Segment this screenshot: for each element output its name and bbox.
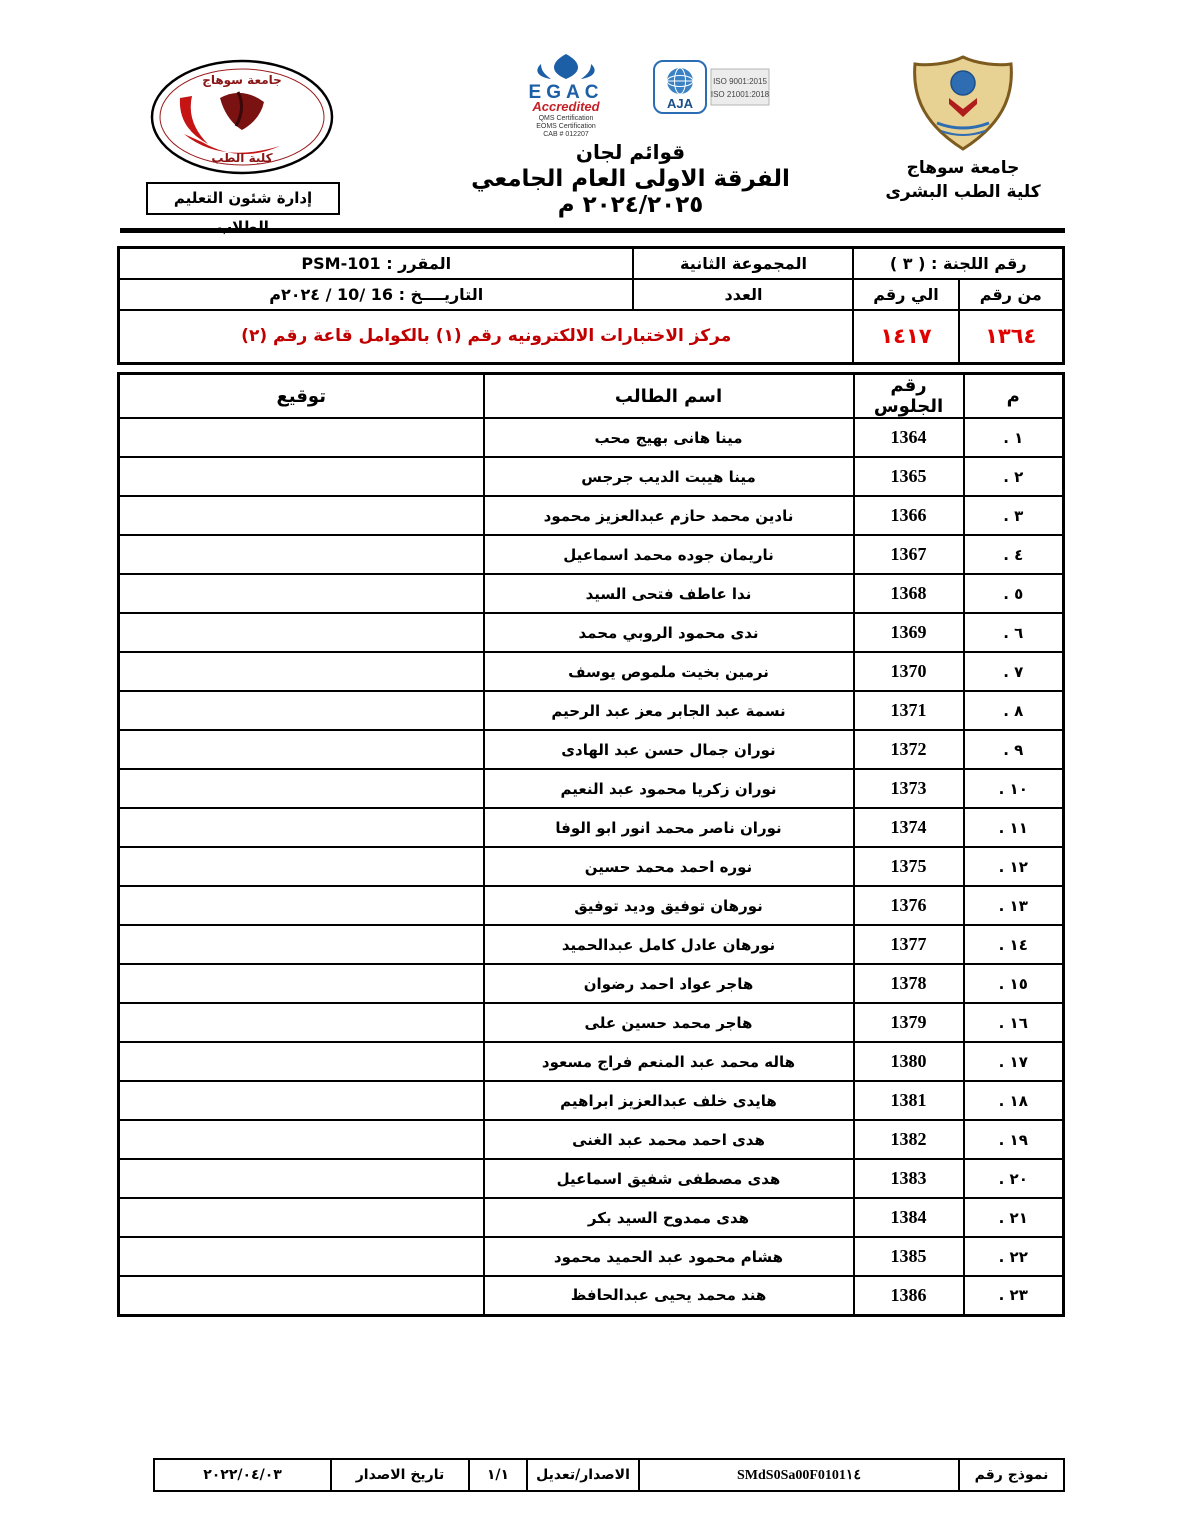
from-number-label: من رقم (959, 279, 1064, 310)
seat-number: 1375 (854, 847, 964, 886)
signature-cell (119, 730, 484, 769)
student-name: هند محمد يحيى عبدالحافظ (484, 1276, 854, 1315)
table-row (119, 535, 1064, 574)
table-row (119, 1159, 1064, 1198)
course-cell: المقرر : PSM-101 (118, 248, 633, 279)
signature-cell (119, 1198, 484, 1237)
form-number-label: نموذج رقم (959, 1459, 1064, 1491)
issue-edit-value: ١/١ (469, 1459, 527, 1491)
seat-number: 1383 (854, 1159, 964, 1198)
document-title: قوائم لجان (575, 140, 686, 164)
signature-cell (119, 808, 484, 847)
table-row (119, 769, 1064, 808)
committee-number-cell: رقم اللجنة : ( ٣ ) (853, 248, 1063, 279)
students-table-header-row (119, 374, 1064, 419)
seat-number: 1367 (854, 535, 964, 574)
seat-number: 1373 (854, 769, 964, 808)
student-name: مينا هانى بهيج محب (484, 418, 854, 457)
table-row (119, 1042, 1064, 1081)
signature-cell (119, 691, 484, 730)
document-subtitle: الفرقة الاولى العام الجامعي ٢٠٢٤/٢٠٢٥ م (471, 166, 790, 218)
header-right-block (878, 54, 1048, 204)
seat-number: 1366 (854, 496, 964, 535)
table-row (119, 730, 1064, 769)
egac-name-text: EGAC (528, 82, 603, 103)
group-cell: المجموعة الثانية (633, 248, 853, 279)
seat-number: 1384 (854, 1198, 964, 1237)
student-name: هاجر عواد احمد رضوان (484, 964, 854, 1003)
table-row (119, 847, 1064, 886)
aja-iso2-text: ISO 21001:2018 (710, 90, 769, 99)
signature-cell (119, 1003, 484, 1042)
seat-number: 1372 (854, 730, 964, 769)
admin-affairs-box: إدارة شئون التعليم الطلاب (146, 182, 340, 215)
header-center-block (428, 52, 833, 218)
signature-cell (119, 1159, 484, 1198)
footer-row (154, 1459, 1064, 1491)
row-index: ١٥ . (964, 964, 1064, 1003)
aja-name-text: AJA (666, 96, 693, 111)
aja-logo-icon (653, 60, 771, 114)
seat-number: 1374 (854, 808, 964, 847)
col-header-seat: رقم الجلوس (854, 374, 964, 419)
row-index: ١٠ . (964, 769, 1064, 808)
egac-line2-text: EOMS Certification (535, 123, 596, 130)
student-name: هدى ممدوح السيد بكر (484, 1198, 854, 1237)
row-index: ٤ . (964, 535, 1064, 574)
student-name: نوران جمال حسن عبد الهادى (484, 730, 854, 769)
issue-date-value: ٢٠٢٢/٠٤/٠٣ (154, 1459, 331, 1491)
aja-iso1-text: ISO 9001:2015 (712, 77, 767, 86)
student-name: هايدى خلف عبدالعزيز ابراهيم (484, 1081, 854, 1120)
row-index: ٦ . (964, 613, 1064, 652)
seat-number: 1365 (854, 457, 964, 496)
info-row-2 (118, 279, 1063, 310)
row-index: ٢٣ . (964, 1276, 1064, 1315)
form-code-value: SMdS0Sa00F0101١٤ (639, 1459, 959, 1491)
col-header-name: اسم الطالب (484, 374, 854, 419)
table-row (119, 1198, 1064, 1237)
egac-logo-icon (491, 52, 641, 136)
info-row-3 (118, 310, 1063, 364)
student-name: هدى احمد محمد عبد الغنى (484, 1120, 854, 1159)
row-index: ٢٢ . (964, 1237, 1064, 1276)
signature-cell (119, 496, 484, 535)
seat-number: 1364 (854, 418, 964, 457)
student-name: ندى محمود الروبي محمد (484, 613, 854, 652)
row-index: ١٣ . (964, 886, 1064, 925)
to-number-label: الي رقم (853, 279, 958, 310)
seat-number: 1381 (854, 1081, 964, 1120)
student-name: نرمين بخيت ملموص يوسف (484, 652, 854, 691)
seat-number: 1378 (854, 964, 964, 1003)
row-index: ١٢ . (964, 847, 1064, 886)
student-name: ناريمان جوده محمد اسماعيل (484, 535, 854, 574)
certification-logos-row (428, 52, 833, 138)
student-name: نسمة عبد الجابر معز عبد الرحيم (484, 691, 854, 730)
table-row (119, 496, 1064, 535)
table-row (119, 1276, 1064, 1315)
signature-cell (119, 652, 484, 691)
signature-cell (119, 964, 484, 1003)
signature-cell (119, 1237, 484, 1276)
table-row (119, 574, 1064, 613)
row-index: ١٦ . (964, 1003, 1064, 1042)
seat-number: 1368 (854, 574, 964, 613)
table-row (119, 886, 1064, 925)
signature-cell (119, 1120, 484, 1159)
table-row (119, 613, 1064, 652)
issue-date-label: تاريخ الاصدار (331, 1459, 469, 1491)
student-name: ندا عاطف فتحى السيد (484, 574, 854, 613)
header-divider-rule (120, 228, 1065, 233)
student-name: هاله محمد عبد المنعم فراج مسعود (484, 1042, 854, 1081)
table-row (119, 418, 1064, 457)
date-cell: التاريــــخ : 16 /10 / ٢٠٢٤م (118, 279, 633, 310)
signature-cell (119, 457, 484, 496)
committee-info-table (117, 246, 1065, 365)
from-number-value: ١٣٦٤ (959, 310, 1064, 364)
seat-number: 1377 (854, 925, 964, 964)
exam-location-cell: مركز الاختبارات الالكترونيه رقم (١) بالكوامل قاعة رقم (٢) (118, 310, 853, 364)
col-header-index: م (964, 374, 1064, 419)
signature-cell (119, 535, 484, 574)
seat-number: 1379 (854, 1003, 964, 1042)
signature-cell (119, 925, 484, 964)
row-index: ٣ . (964, 496, 1064, 535)
table-row (119, 808, 1064, 847)
table-row (119, 457, 1064, 496)
students-table (117, 372, 1065, 1317)
students-tbody (119, 418, 1064, 1315)
student-name: نادين محمد حازم عبدالعزيز محمود (484, 496, 854, 535)
student-name: مينا هيبت الديب جرجس (484, 457, 854, 496)
table-row (119, 1081, 1064, 1120)
student-name: هدى مصطفى شفيق اسماعيل (484, 1159, 854, 1198)
signature-cell (119, 1042, 484, 1081)
student-name: هشام محمود عبد الحميد محمود (484, 1237, 854, 1276)
student-name: نوران ناصر محمد انور ابو الوفا (484, 808, 854, 847)
student-name: نوره احمد محمد حسين (484, 847, 854, 886)
table-row (119, 1003, 1064, 1042)
table-row (119, 964, 1064, 1003)
signature-cell (119, 613, 484, 652)
signature-cell (119, 574, 484, 613)
med-logo-bottom-text: كلية الطب (211, 151, 273, 165)
row-index: ٧ . (964, 652, 1064, 691)
egac-line3-text: CAB # 012207 (542, 131, 589, 136)
seat-number: 1376 (854, 886, 964, 925)
signature-cell (119, 1276, 484, 1315)
row-index: ٥ . (964, 574, 1064, 613)
seat-number: 1385 (854, 1237, 964, 1276)
university-shield-logo-icon (907, 54, 1019, 152)
egac-line1-text: QMS Certification (538, 115, 593, 122)
table-row (119, 925, 1064, 964)
row-index: ٨ . (964, 691, 1064, 730)
seat-number: 1369 (854, 613, 964, 652)
student-name: نوران زكريا محمود عبد النعيم (484, 769, 854, 808)
footer-table (153, 1458, 1065, 1492)
university-name: جامعة سوهاج (906, 158, 1020, 178)
row-index: ١١ . (964, 808, 1064, 847)
seat-number: 1386 (854, 1276, 964, 1315)
signature-cell (119, 769, 484, 808)
seat-number: 1371 (854, 691, 964, 730)
signature-cell (119, 886, 484, 925)
student-name: نورهان عادل كامل عبدالحميد (484, 925, 854, 964)
table-row (119, 1237, 1064, 1276)
faculty-medicine-logo-icon (148, 58, 336, 176)
student-name: هاجر محمد حسين على (484, 1003, 854, 1042)
row-index: ٢٠ . (964, 1159, 1064, 1198)
row-index: ١٩ . (964, 1120, 1064, 1159)
table-row (119, 1120, 1064, 1159)
signature-cell (119, 418, 484, 457)
med-logo-top-text: جامعة سوهاج (202, 73, 282, 87)
row-index: ٢ . (964, 457, 1064, 496)
issue-edit-label: الاصدار/تعديل (527, 1459, 639, 1491)
col-header-signature: توقيع (119, 374, 484, 419)
row-index: ١٨ . (964, 1081, 1064, 1120)
to-number-value: ١٤١٧ (853, 310, 958, 364)
footer-form-strip (155, 1458, 1065, 1492)
main-table-area (120, 246, 1065, 1317)
egac-accredited-text: Accredited (531, 99, 600, 114)
table-row (119, 691, 1064, 730)
row-index: ٩ . (964, 730, 1064, 769)
faculty-name: كلية الطب البشرى (885, 182, 1041, 202)
signature-cell (119, 1081, 484, 1120)
row-index: ١٧ . (964, 1042, 1064, 1081)
row-index: ١٤ . (964, 925, 1064, 964)
seat-number: 1382 (854, 1120, 964, 1159)
info-row-1 (118, 248, 1063, 279)
seat-number: 1380 (854, 1042, 964, 1081)
row-index: ٢١ . (964, 1198, 1064, 1237)
signature-cell (119, 847, 484, 886)
row-index: ١ . (964, 418, 1064, 457)
student-name: نورهان توفيق وديد توفيق (484, 886, 854, 925)
faculty-medicine-logo-wrap (148, 58, 336, 180)
table-row (119, 652, 1064, 691)
count-label: العدد (633, 279, 853, 310)
seat-number: 1370 (854, 652, 964, 691)
